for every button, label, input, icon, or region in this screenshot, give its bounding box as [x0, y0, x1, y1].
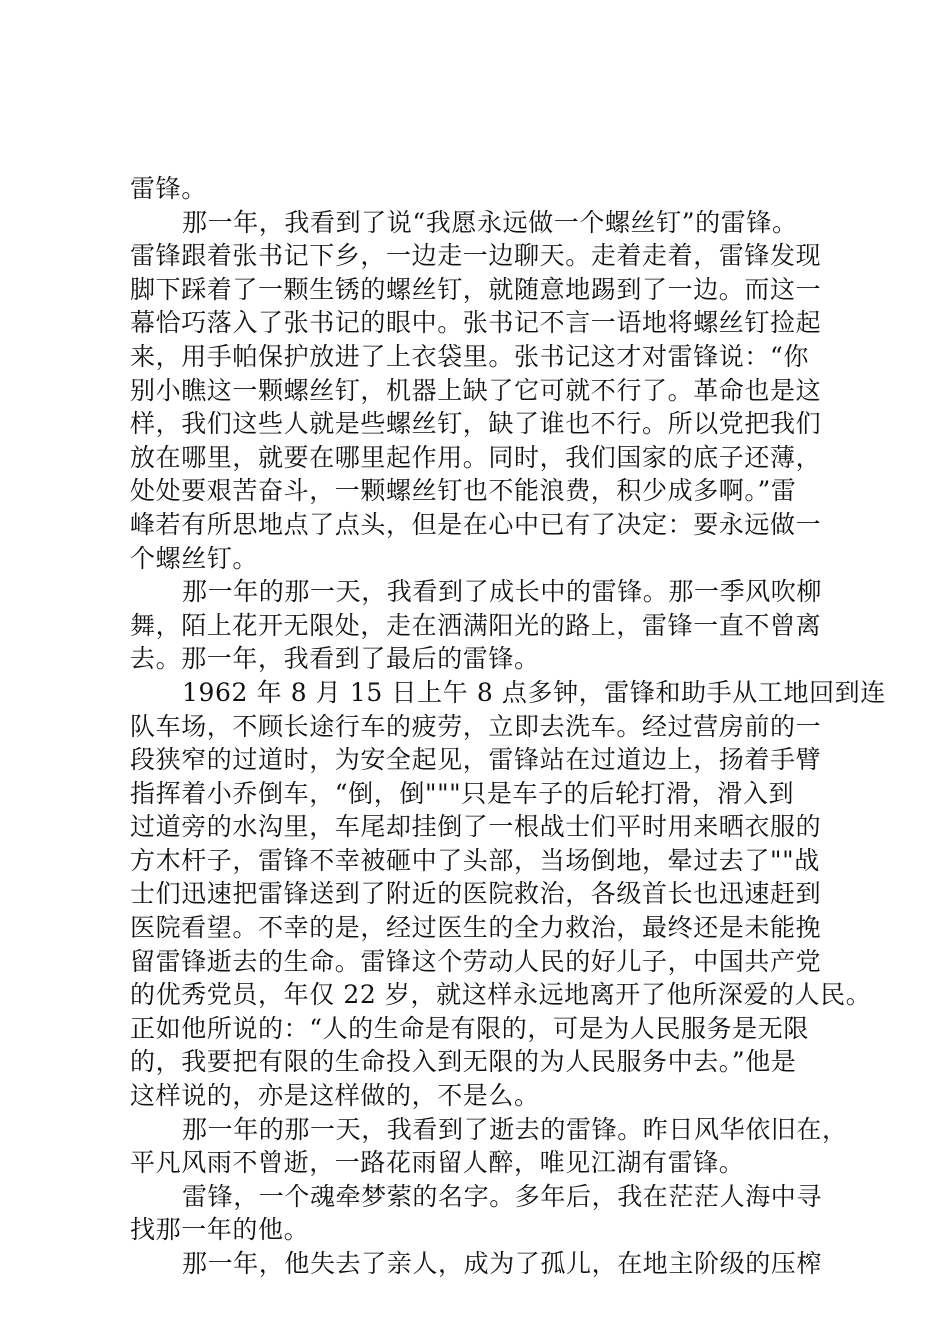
text-line: 那一年，我看到了说“我愿永远做一个螺丝钉”的雷锋。 — [182, 207, 798, 237]
text-line: 舞，陌上花开无限处，走在洒满阳光的路上，雷锋一直不曾离 — [130, 610, 822, 640]
text-line: 的优秀党员，年仅 22 岁，就这样永远地离开了他所深爱的人民。 — [130, 980, 872, 1010]
text-line: 医院看望。不幸的是，经过医生的全力救治，最终还是未能挽 — [130, 913, 822, 943]
text-line: 方木杆子，雷锋不幸被砸中了头部，当场倒地，晕过去了""战 — [130, 845, 820, 875]
text-line: 士们迅速把雷锋送到了附近的医院救治，各级首长也迅速赶到 — [130, 879, 822, 909]
text-line: 那一年的那一天，我看到了逝去的雷锋。昨日风华依旧在， — [182, 1114, 848, 1144]
text-line: 找那一年的他。 — [130, 1215, 310, 1245]
text-line: 留雷锋逝去的生命。雷锋这个劳动人民的好儿子，中国共产党 — [130, 946, 822, 976]
text-line: 队车场，不顾长途行车的疲劳，立即去洗车。经过营房前的一 — [130, 711, 822, 741]
text-line: 那一年的那一天，我看到了成长中的雷锋。那一季风吹柳 — [182, 577, 823, 607]
text-line: 去。那一年，我看到了最后的雷锋。 — [130, 644, 540, 674]
text-line: 别小瞧这一颗螺丝钉，机器上缺了它可就不行了。革命也是这 — [130, 375, 822, 405]
text-line: 幕恰巧落入了张书记的眼中。张书记不言一语地将螺丝钉捡起 — [130, 308, 822, 338]
text-line: 正如他所说的：“人的生命是有限的，可是为人民服务是无限 — [130, 1013, 809, 1043]
text-line: 处处要艰苦奋斗，一颗螺丝钉也不能浪费，积少成多啊。”雷 — [130, 476, 797, 506]
text-line: 峰若有所思地点了点头，但是在心中已有了决定：要永远做一 — [130, 509, 822, 539]
text-line: 的，我要把有限的生命投入到无限的为人民服务中去。”他是 — [130, 1047, 797, 1077]
text-line: 放在哪里，就要在哪里起作用。同时，我们国家的底子还薄， — [130, 442, 822, 472]
text-line: 雷锋。 — [130, 174, 207, 203]
text-line: 段狭窄的过道时，为安全起见，雷锋站在过道边上，扬着手臂 — [130, 745, 822, 775]
text-line: 平凡风雨不曾逝，一路花雨留人醉，唯见江湖有雷锋。 — [130, 1148, 745, 1178]
text-line: 来，用手帕保护放进了上衣袋里。张书记这才对雷锋说：“你 — [130, 341, 809, 371]
text-line: 雷锋，一个魂牵梦萦的名字。多年后，我在茫茫人海中寻 — [182, 1181, 823, 1211]
text-line: 这样说的，亦是这样做的，不是么。 — [130, 1081, 540, 1111]
text-line: 个螺丝钉。 — [130, 543, 259, 573]
text-line: 1962 年 8 月 15 日上午 8 点多钟，雷锋和助手从工地回到连 — [182, 677, 886, 707]
text-line: 那一年，他失去了亲人，成为了孤儿，在地主阶级的压榨 — [182, 1249, 823, 1278]
text-line: 脚下踩着了一颗生锈的螺丝钉，就随意地踢到了一边。而这一 — [130, 274, 822, 304]
text-line: 指挥着小乔倒车，“倒，倒"""只是车子的后轮打滑，滑入到 — [130, 778, 795, 808]
text-line: 样，我们这些人就是些螺丝钉，缺了谁也不行。所以党把我们 — [130, 409, 822, 439]
text-line: 雷锋跟着张书记下乡，一边走一边聊天。走着走着，雷锋发现 — [130, 241, 822, 271]
text-line: 过道旁的水沟里，车尾却挂倒了一根战士们平时用来晒衣服的 — [130, 812, 822, 842]
document-body-text — [130, 172, 886, 1281]
